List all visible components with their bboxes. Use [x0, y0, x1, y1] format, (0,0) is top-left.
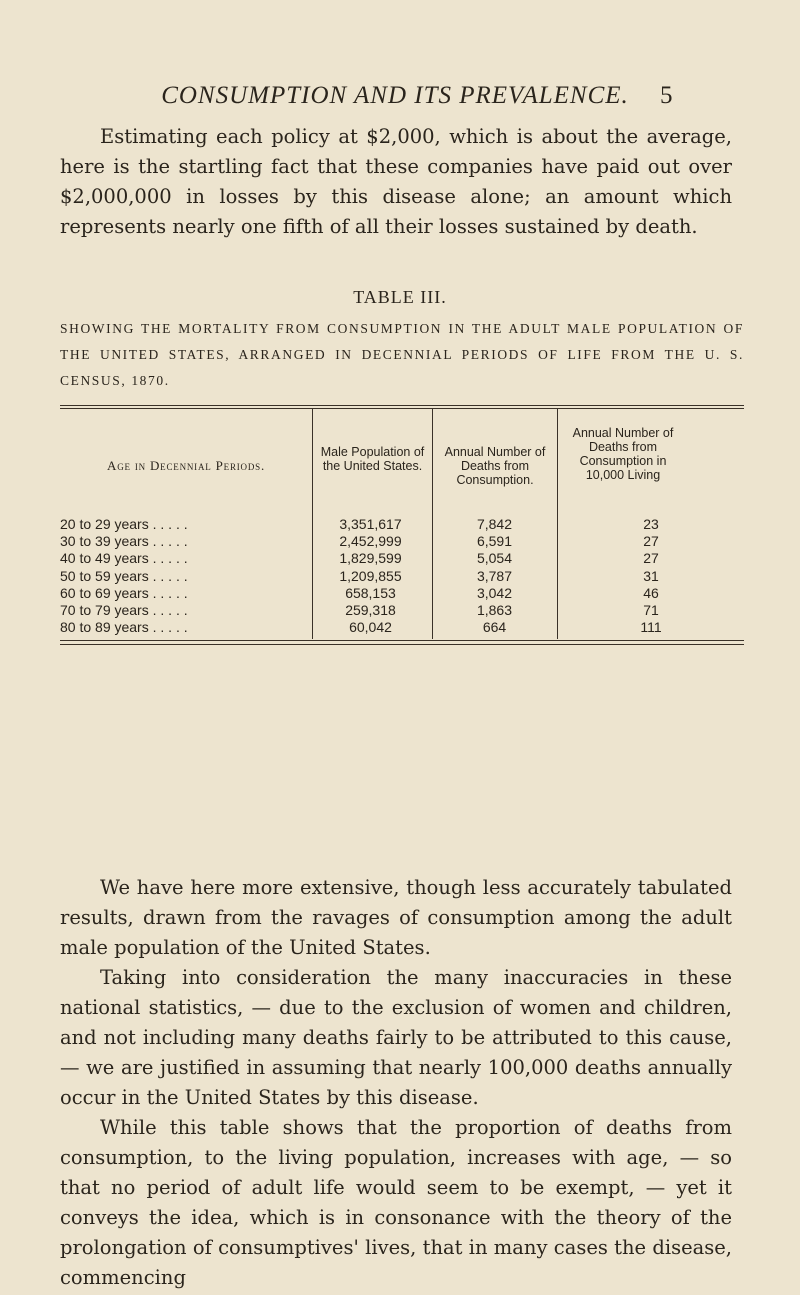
rate-cell: 23: [643, 516, 659, 532]
table-bottom-rule-double: [60, 644, 744, 645]
age-cell: 40 to 49 years . . . . .: [60, 550, 188, 567]
age-cell: 70 to 79 years . . . . .: [60, 601, 188, 618]
table-title: TABLE III.: [353, 287, 447, 307]
body-paragraph: While this table shows that the proportion of deaths from consumption, to the living population, increases with age, — so that no period of adult life would seem to be exempt, — yet it conveys the idea, which is in consonance with the theory of the prolongation of consumptives' lives, that in many cases the disease, commencing: [60, 1116, 732, 1289]
body-paragraph: We have here more extensive, though less accurately tabulated results, drawn from the ravages of consumption among the adult male population of the United States.: [60, 876, 732, 959]
rate-cell: 111: [640, 619, 662, 636]
population-cell: 3,351,617: [339, 516, 402, 532]
table-top-rule-double: [60, 408, 744, 409]
deaths-cell: 1,863: [476, 601, 513, 618]
deaths-cell: 7,842: [476, 516, 513, 532]
population-cell: 259,318: [345, 601, 396, 618]
col-header-deaths: Annual Number of Deaths from Consumption.: [444, 445, 546, 487]
population-cell: 2,452,999: [339, 533, 402, 550]
population-cell: 1,829,599: [339, 550, 402, 567]
rate-cell: 71: [643, 601, 659, 618]
col-header-age: Age in Decennial Periods.: [107, 458, 265, 473]
rate-cell: 31: [643, 567, 659, 584]
age-cell: 50 to 59 years . . . . .: [60, 567, 188, 584]
table-bottom-rule: [60, 640, 744, 641]
population-cell: 1,209,855: [339, 567, 402, 584]
deaths-cell: 3,042: [476, 584, 513, 601]
deaths-cell: 6,591: [476, 533, 513, 550]
body-paragraph: Taking into consideration the many inaccuracies in these national statistics, — due to the exclusion of women and children, and not including many deaths fairly to be attributed to this cause, — we are justified in assuming that nearly 100,000 deaths annually occur in the United States by this disease.: [60, 966, 732, 1109]
population-cell: 658,153: [345, 584, 396, 601]
table-row: [60, 602, 744, 619]
table-row: [60, 550, 744, 567]
deaths-cell: 3,787: [476, 567, 513, 584]
rate-cell: 27: [643, 550, 659, 567]
age-cell: 20 to 29 years . . . . .: [60, 516, 188, 532]
deaths-cell: 664: [482, 619, 507, 636]
rate-cell: 27: [643, 533, 659, 550]
age-cell: 60 to 69 years . . . . .: [60, 584, 188, 601]
deaths-cell: 5,054: [476, 550, 513, 567]
table-row: [60, 533, 744, 550]
table-row: [60, 585, 744, 602]
col-header-per-10000: Annual Number of Deaths from Consumption in 10,000 Living: [572, 426, 674, 482]
running-title: CONSUMPTION AND ITS PREVALENCE.: [161, 82, 629, 109]
table-row: [60, 568, 744, 585]
col-header-population: Male Population of the United States.: [320, 445, 425, 473]
table-row: [60, 619, 744, 636]
page-number: 5: [660, 82, 673, 109]
age-cell: 30 to 39 years . . . . .: [60, 533, 188, 550]
intro-paragraph: Estimating each policy at $2,000, which is about the average, here is the startling fact that these companies have paid out over $2,000,000 in losses by this disease alone; an amount which represents nearly one fifth of all their losses sustained by death.: [60, 125, 732, 238]
population-cell: 60,042: [349, 619, 392, 636]
table-caption: SHOWING THE MORTALITY FROM CONSUMPTION IN THE ADULT MALE POPULATION OF THE UNITED STATES, ARRANGED IN DECENNIAL PERIODS OF LIFE FROM THE U. S. CENSUS, 1870.: [60, 321, 744, 388]
body-text: [60, 873, 732, 1293]
age-cell: 80 to 89 years . . . . .: [60, 619, 188, 636]
table-body: [60, 516, 744, 636]
rate-cell: 46: [643, 584, 659, 601]
table-top-rule: [60, 405, 744, 406]
table-row: [60, 516, 744, 533]
